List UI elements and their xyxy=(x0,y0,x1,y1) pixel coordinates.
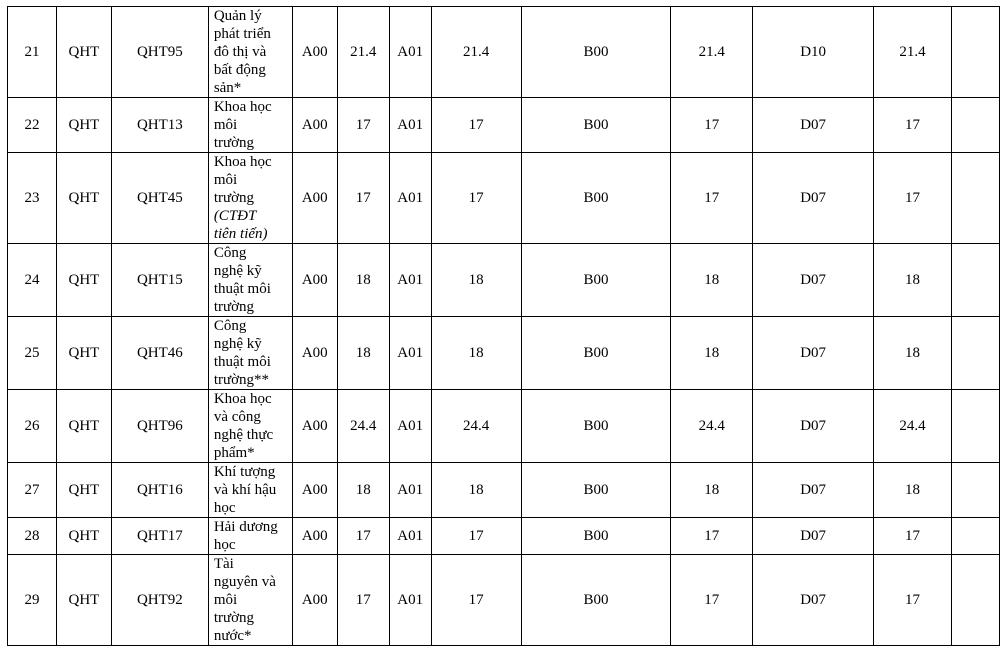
major-name-line: thuật môi xyxy=(213,281,271,297)
extra-cell xyxy=(951,555,999,646)
score-1-cell: 18 xyxy=(337,244,389,317)
major-name-line: trường xyxy=(213,610,255,626)
combo-3-cell: B00 xyxy=(521,317,671,390)
major-name-note: (CTĐT xyxy=(213,208,257,224)
table-row xyxy=(8,153,1000,244)
combo-2-cell: A01 xyxy=(389,317,431,390)
combo-4-cell: D07 xyxy=(753,555,874,646)
table-row xyxy=(8,463,1000,518)
major-name-line: phát triển xyxy=(213,26,271,42)
school-code-cell: QHT xyxy=(56,518,111,555)
combo-2-cell: A01 xyxy=(389,98,431,153)
major-name-line: Khoa học xyxy=(213,154,272,170)
combo-3-cell: B00 xyxy=(521,244,671,317)
combo-1-cell: A00 xyxy=(292,317,337,390)
score-3-cell: 24.4 xyxy=(671,390,753,463)
major-code-cell: QHT96 xyxy=(111,390,208,463)
major-name-line: Hải dương xyxy=(213,519,278,535)
major-name-cell xyxy=(208,463,292,518)
score-2-cell: 18 xyxy=(431,317,521,390)
major-name-line: nghệ kỹ xyxy=(213,263,262,279)
combo-2-cell: A01 xyxy=(389,390,431,463)
school-code-cell: QHT xyxy=(56,98,111,153)
major-name-cell xyxy=(208,7,292,98)
score-1-cell: 24.4 xyxy=(337,390,389,463)
score-4-cell: 21.4 xyxy=(874,7,952,98)
combo-2-cell: A01 xyxy=(389,153,431,244)
stt-cell: 29 xyxy=(8,555,57,646)
extra-cell xyxy=(951,153,999,244)
score-3-cell: 17 xyxy=(671,98,753,153)
extra-cell xyxy=(951,518,999,555)
combo-1-cell: A00 xyxy=(292,98,337,153)
score-1-cell: 17 xyxy=(337,518,389,555)
score-3-cell: 17 xyxy=(671,555,753,646)
school-code-cell: QHT xyxy=(56,463,111,518)
score-1-cell: 21.4 xyxy=(337,7,389,98)
major-name-line: học xyxy=(213,537,236,553)
score-4-cell: 17 xyxy=(874,153,952,244)
score-1-cell: 17 xyxy=(337,98,389,153)
major-name-cell xyxy=(208,98,292,153)
combo-1-cell: A00 xyxy=(292,390,337,463)
score-1-cell: 17 xyxy=(337,153,389,244)
major-name-line: Khoa học xyxy=(213,99,272,115)
major-name-line: Công xyxy=(213,318,247,334)
major-name-line: học xyxy=(213,500,236,516)
major-code-cell: QHT15 xyxy=(111,244,208,317)
school-code-cell: QHT xyxy=(56,153,111,244)
combo-4-cell: D07 xyxy=(753,518,874,555)
combo-2-cell: A01 xyxy=(389,463,431,518)
table-row xyxy=(8,317,1000,390)
major-code-cell: QHT46 xyxy=(111,317,208,390)
table-row xyxy=(8,555,1000,646)
major-code-cell: QHT16 xyxy=(111,463,208,518)
table-row xyxy=(8,7,1000,98)
major-name-line: môi xyxy=(213,117,238,133)
combo-1-cell: A00 xyxy=(292,7,337,98)
major-name-cell xyxy=(208,555,292,646)
major-name-cell xyxy=(208,244,292,317)
major-code-cell: QHT92 xyxy=(111,555,208,646)
major-name-cell xyxy=(208,390,292,463)
score-3-cell: 21.4 xyxy=(671,7,753,98)
combo-2-cell: A01 xyxy=(389,7,431,98)
combo-3-cell: B00 xyxy=(521,555,671,646)
score-4-cell: 18 xyxy=(874,463,952,518)
combo-3-cell: B00 xyxy=(521,98,671,153)
major-name-line: Tài xyxy=(213,556,234,572)
table-row xyxy=(8,390,1000,463)
major-name-cell xyxy=(208,153,292,244)
major-name-line: Khí tượng xyxy=(213,464,276,480)
score-3-cell: 18 xyxy=(671,463,753,518)
combo-4-cell: D07 xyxy=(753,98,874,153)
combo-1-cell: A00 xyxy=(292,555,337,646)
score-4-cell: 17 xyxy=(874,555,952,646)
combo-4-cell: D10 xyxy=(753,7,874,98)
major-name-line: trường xyxy=(213,299,255,315)
combo-3-cell: B00 xyxy=(521,463,671,518)
score-1-cell: 18 xyxy=(337,317,389,390)
major-name-line: nghệ thực xyxy=(213,427,274,443)
stt-cell: 22 xyxy=(8,98,57,153)
major-code-cell: QHT13 xyxy=(111,98,208,153)
major-name-line: sản* xyxy=(213,80,242,96)
major-name-line: trường** xyxy=(213,372,270,388)
major-name-line: nghệ kỹ xyxy=(213,336,262,352)
admission-scores-table xyxy=(7,6,1000,646)
extra-cell xyxy=(951,244,999,317)
major-name-line: môi xyxy=(213,592,238,608)
school-code-cell: QHT xyxy=(56,390,111,463)
major-name-line: Khoa học xyxy=(213,391,272,407)
combo-3-cell: B00 xyxy=(521,390,671,463)
stt-cell: 28 xyxy=(8,518,57,555)
stt-cell: 23 xyxy=(8,153,57,244)
score-2-cell: 18 xyxy=(431,244,521,317)
score-3-cell: 18 xyxy=(671,244,753,317)
combo-4-cell: D07 xyxy=(753,463,874,518)
score-4-cell: 17 xyxy=(874,98,952,153)
school-code-cell: QHT xyxy=(56,244,111,317)
stt-cell: 25 xyxy=(8,317,57,390)
table-row xyxy=(8,244,1000,317)
major-name-line: bất động xyxy=(213,62,266,78)
major-name-line: trường xyxy=(213,190,255,206)
major-name-line: phẩm* xyxy=(213,445,255,461)
combo-2-cell: A01 xyxy=(389,518,431,555)
score-4-cell: 18 xyxy=(874,244,952,317)
major-name-line: môi xyxy=(213,172,238,188)
extra-cell xyxy=(951,98,999,153)
score-4-cell: 17 xyxy=(874,518,952,555)
major-name-line: đô thị và xyxy=(213,44,267,60)
extra-cell xyxy=(951,390,999,463)
stt-cell: 24 xyxy=(8,244,57,317)
combo-2-cell: A01 xyxy=(389,244,431,317)
score-2-cell: 18 xyxy=(431,463,521,518)
stt-cell: 27 xyxy=(8,463,57,518)
score-1-cell: 18 xyxy=(337,463,389,518)
school-code-cell: QHT xyxy=(56,555,111,646)
combo-4-cell: D07 xyxy=(753,317,874,390)
extra-cell xyxy=(951,463,999,518)
score-2-cell: 24.4 xyxy=(431,390,521,463)
major-code-cell: QHT95 xyxy=(111,7,208,98)
major-name-note: tiên tiến) xyxy=(213,226,268,242)
score-4-cell: 18 xyxy=(874,317,952,390)
extra-cell xyxy=(951,317,999,390)
combo-4-cell: D07 xyxy=(753,390,874,463)
major-code-cell: QHT17 xyxy=(111,518,208,555)
table-body xyxy=(8,7,1000,646)
combo-2-cell: A01 xyxy=(389,555,431,646)
score-2-cell: 17 xyxy=(431,518,521,555)
major-name-cell xyxy=(208,518,292,555)
score-2-cell: 17 xyxy=(431,153,521,244)
school-code-cell: QHT xyxy=(56,317,111,390)
stt-cell: 21 xyxy=(8,7,57,98)
table-row xyxy=(8,98,1000,153)
combo-3-cell: B00 xyxy=(521,518,671,555)
score-2-cell: 17 xyxy=(431,98,521,153)
combo-4-cell: D07 xyxy=(753,153,874,244)
school-code-cell: QHT xyxy=(56,7,111,98)
combo-3-cell: B00 xyxy=(521,7,671,98)
major-name-line: thuật môi xyxy=(213,354,271,370)
table-row xyxy=(8,518,1000,555)
combo-1-cell: A00 xyxy=(292,244,337,317)
score-2-cell: 21.4 xyxy=(431,7,521,98)
combo-3-cell: B00 xyxy=(521,153,671,244)
major-name-line: và khí hậu xyxy=(213,482,277,498)
score-2-cell: 17 xyxy=(431,555,521,646)
major-name-line: và công xyxy=(213,409,261,425)
score-3-cell: 17 xyxy=(671,518,753,555)
major-name-line: nước* xyxy=(213,628,252,644)
stt-cell: 26 xyxy=(8,390,57,463)
combo-1-cell: A00 xyxy=(292,463,337,518)
score-4-cell: 24.4 xyxy=(874,390,952,463)
major-name-line: Công xyxy=(213,245,247,261)
major-name-cell xyxy=(208,317,292,390)
score-1-cell: 17 xyxy=(337,555,389,646)
score-3-cell: 18 xyxy=(671,317,753,390)
combo-1-cell: A00 xyxy=(292,518,337,555)
score-3-cell: 17 xyxy=(671,153,753,244)
combo-4-cell: D07 xyxy=(753,244,874,317)
major-name-line: trường xyxy=(213,135,255,151)
combo-1-cell: A00 xyxy=(292,153,337,244)
major-name-line: nguyên và xyxy=(213,574,276,590)
extra-cell xyxy=(951,7,999,98)
major-code-cell: QHT45 xyxy=(111,153,208,244)
major-name-line: Quản lý xyxy=(213,8,262,24)
